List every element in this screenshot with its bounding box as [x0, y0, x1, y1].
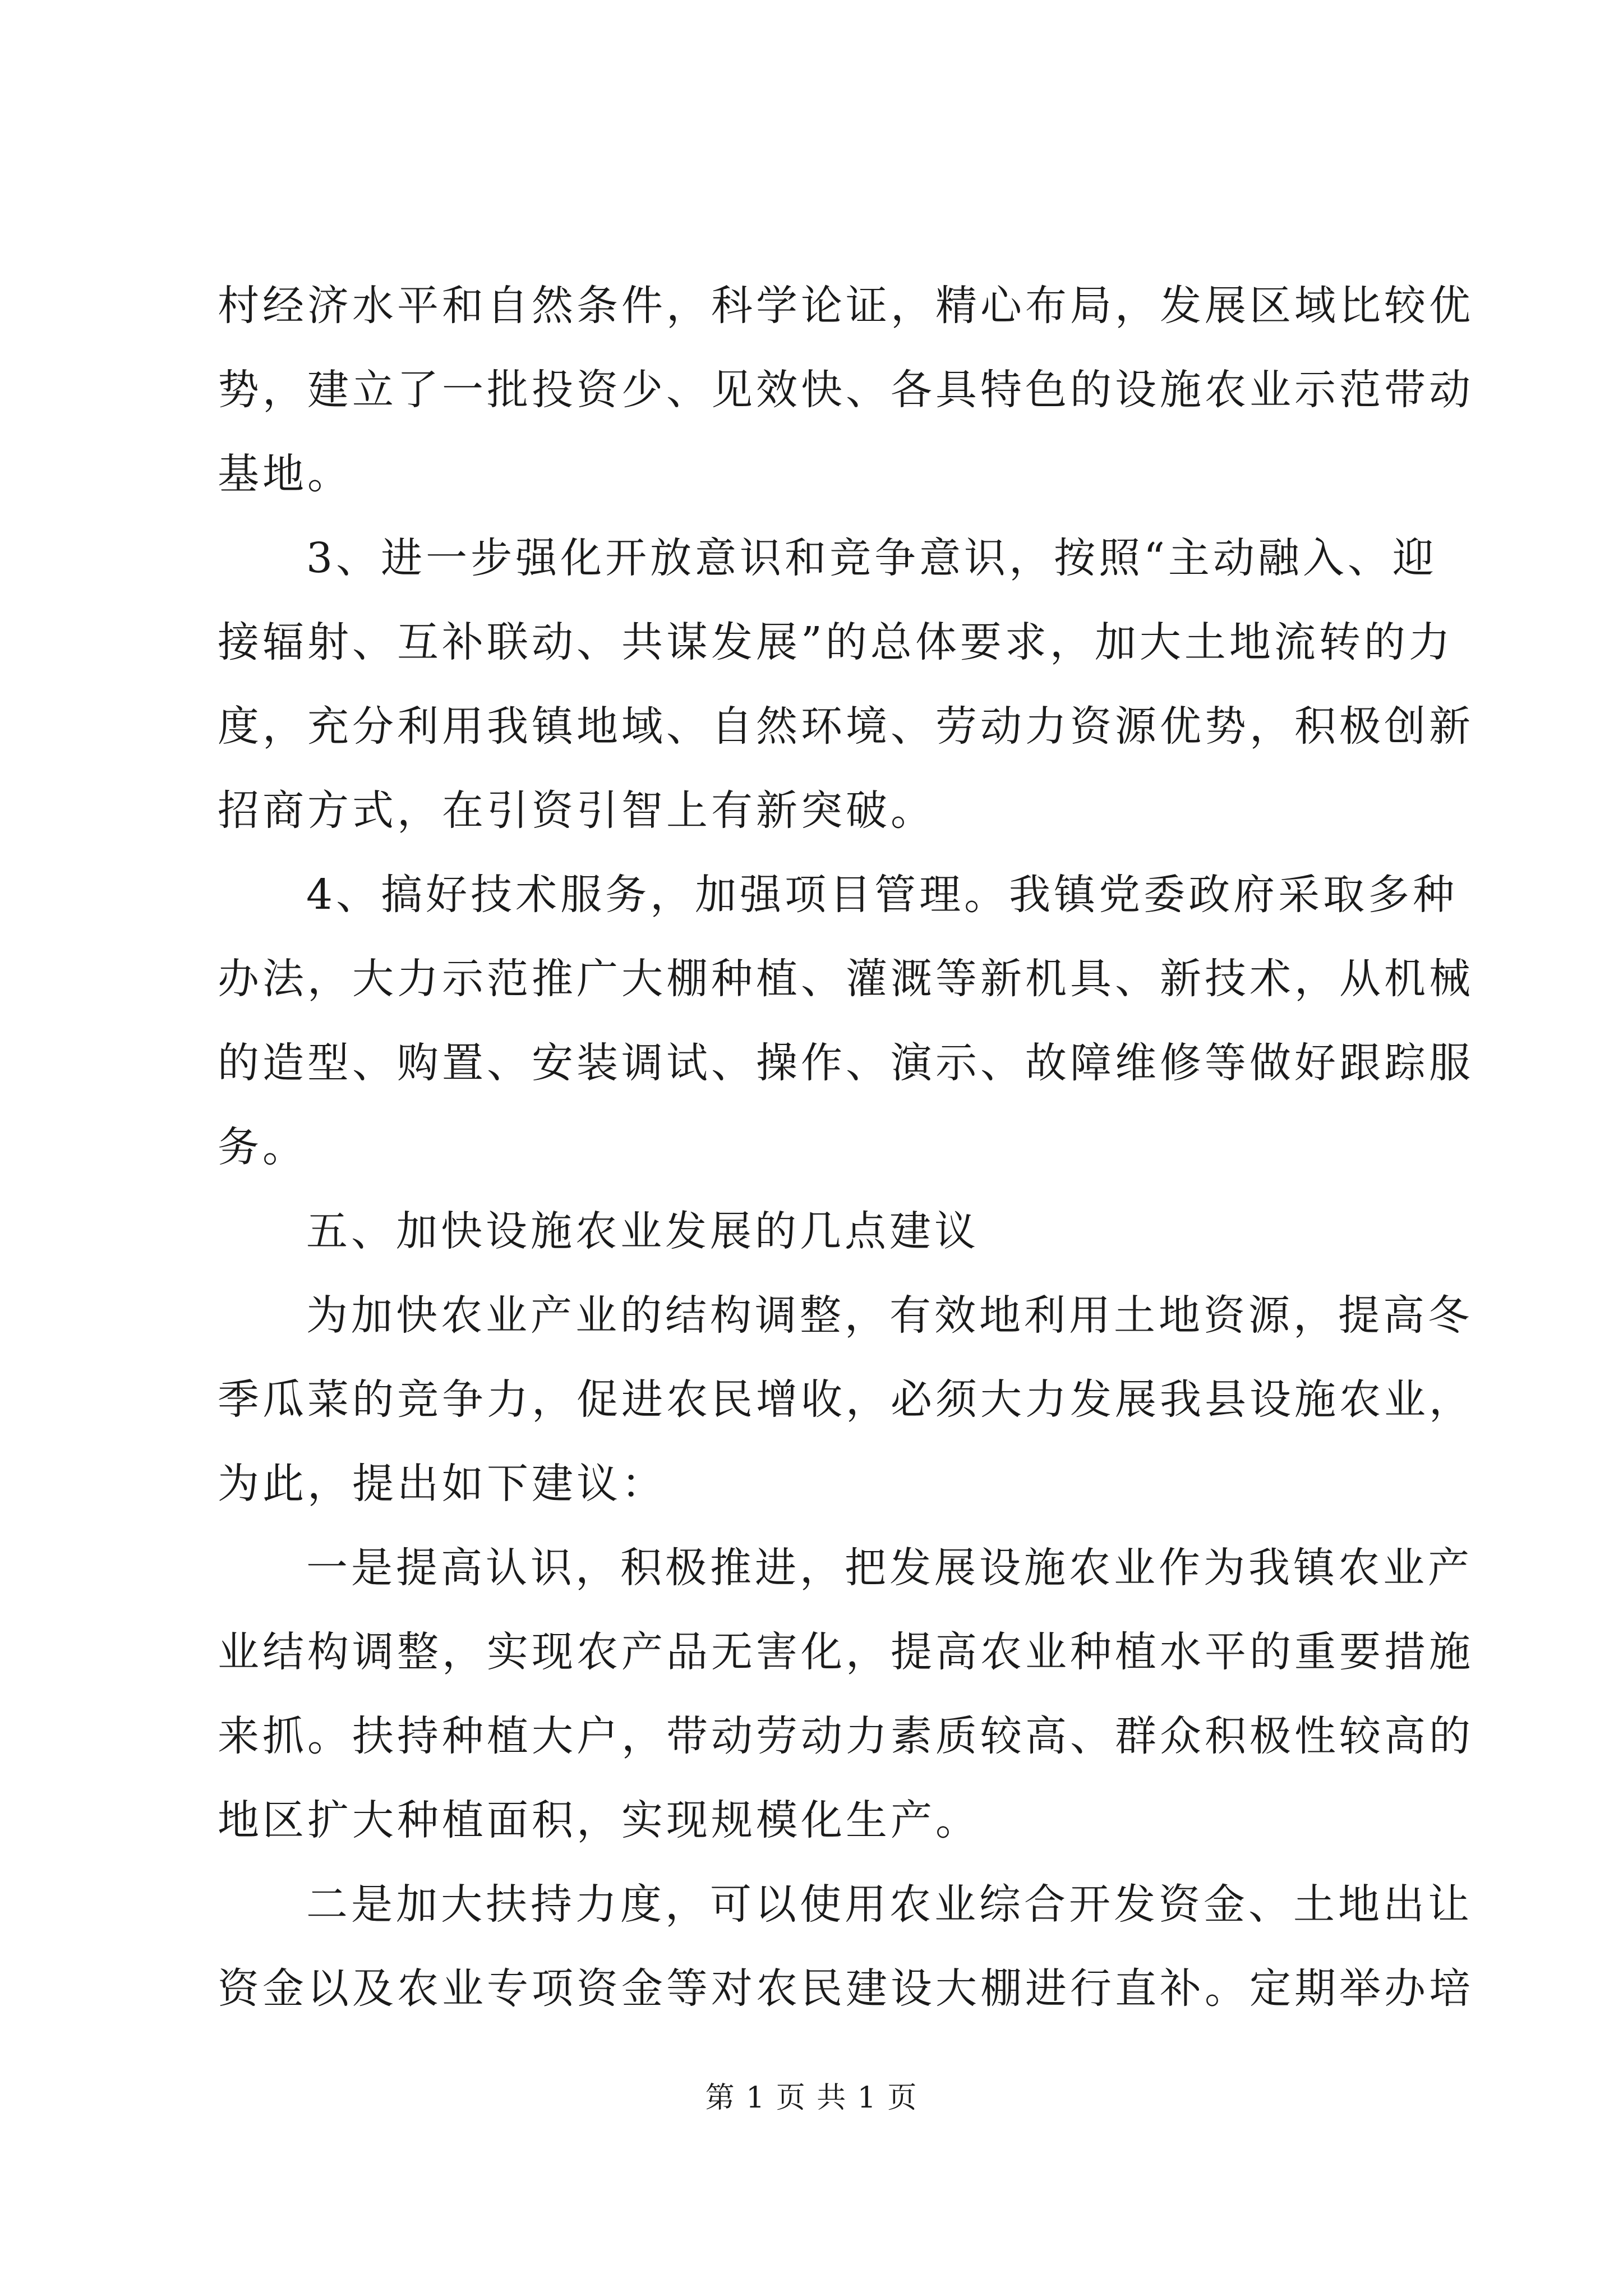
text-line: 来抓。扶持种植大户，带动劳动力素质较高、群众积极性较高的	[218, 1712, 1474, 1760]
text-line: 务。	[218, 1123, 307, 1171]
text-line: 业结构调整，实现农产品无害化，提高农业种植水平的重要措施	[218, 1628, 1474, 1676]
text-line: 为此，提出如下建议：	[218, 1460, 666, 1508]
text-line: 接辐射、互补联动、共谋发展”的总体要求，加大土地流转的力	[218, 618, 1454, 666]
text-line: 村经济水平和自然条件，科学论证，精心布局，发展区域比较优	[218, 282, 1474, 330]
text-line: 季瓜菜的竞争力，促进农民增收，必须大力发展我县设施农业，	[218, 1375, 1474, 1424]
text-line: 4、搞好技术服务，加强项目管理。我镇党委政府采取多种	[306, 871, 1458, 919]
document-body	[218, 264, 1474, 2031]
text-line: 招商方式，在引资引智上有新突破。	[218, 786, 935, 835]
text-line: 五、加快设施农业发展的几点建议	[306, 1207, 979, 1255]
text-line: 办法，大力示范推广大棚种植、灌溉等新机具、新技术，从机械	[218, 955, 1474, 1003]
text-line: 地区扩大种植面积，实现规模化生产。	[218, 1796, 980, 1844]
text-line: 势，建立了一批投资少、见效快、各具特色的设施农业示范带动	[218, 366, 1474, 414]
page-footer: 第 1 页 共 1 页	[705, 2081, 918, 2115]
text-line: 基地。	[218, 450, 352, 498]
text-line: 二是加大扶持力度，可以使用农业综合开发资金、土地出让	[306, 1880, 1473, 1929]
text-line: 资金以及农业专项资金等对农民建设大棚进行直补。定期举办培	[218, 1964, 1474, 2013]
text-line: 的造型、购置、安装调试、操作、演示、故障维修等做好跟踪服	[218, 1039, 1474, 1087]
text-line: 度，充分利用我镇地域、自然环境、劳动力资源优势，积极创新	[218, 702, 1474, 751]
text-line: 一是提高认识，积极推进，把发展设施农业作为我镇农业产	[306, 1544, 1473, 1592]
text-line: 3、进一步强化开放意识和竞争意识，按照“主动融入、迎	[306, 534, 1437, 582]
text-line: 为加快农业产业的结构调整，有效地利用土地资源，提高冬	[306, 1291, 1473, 1340]
